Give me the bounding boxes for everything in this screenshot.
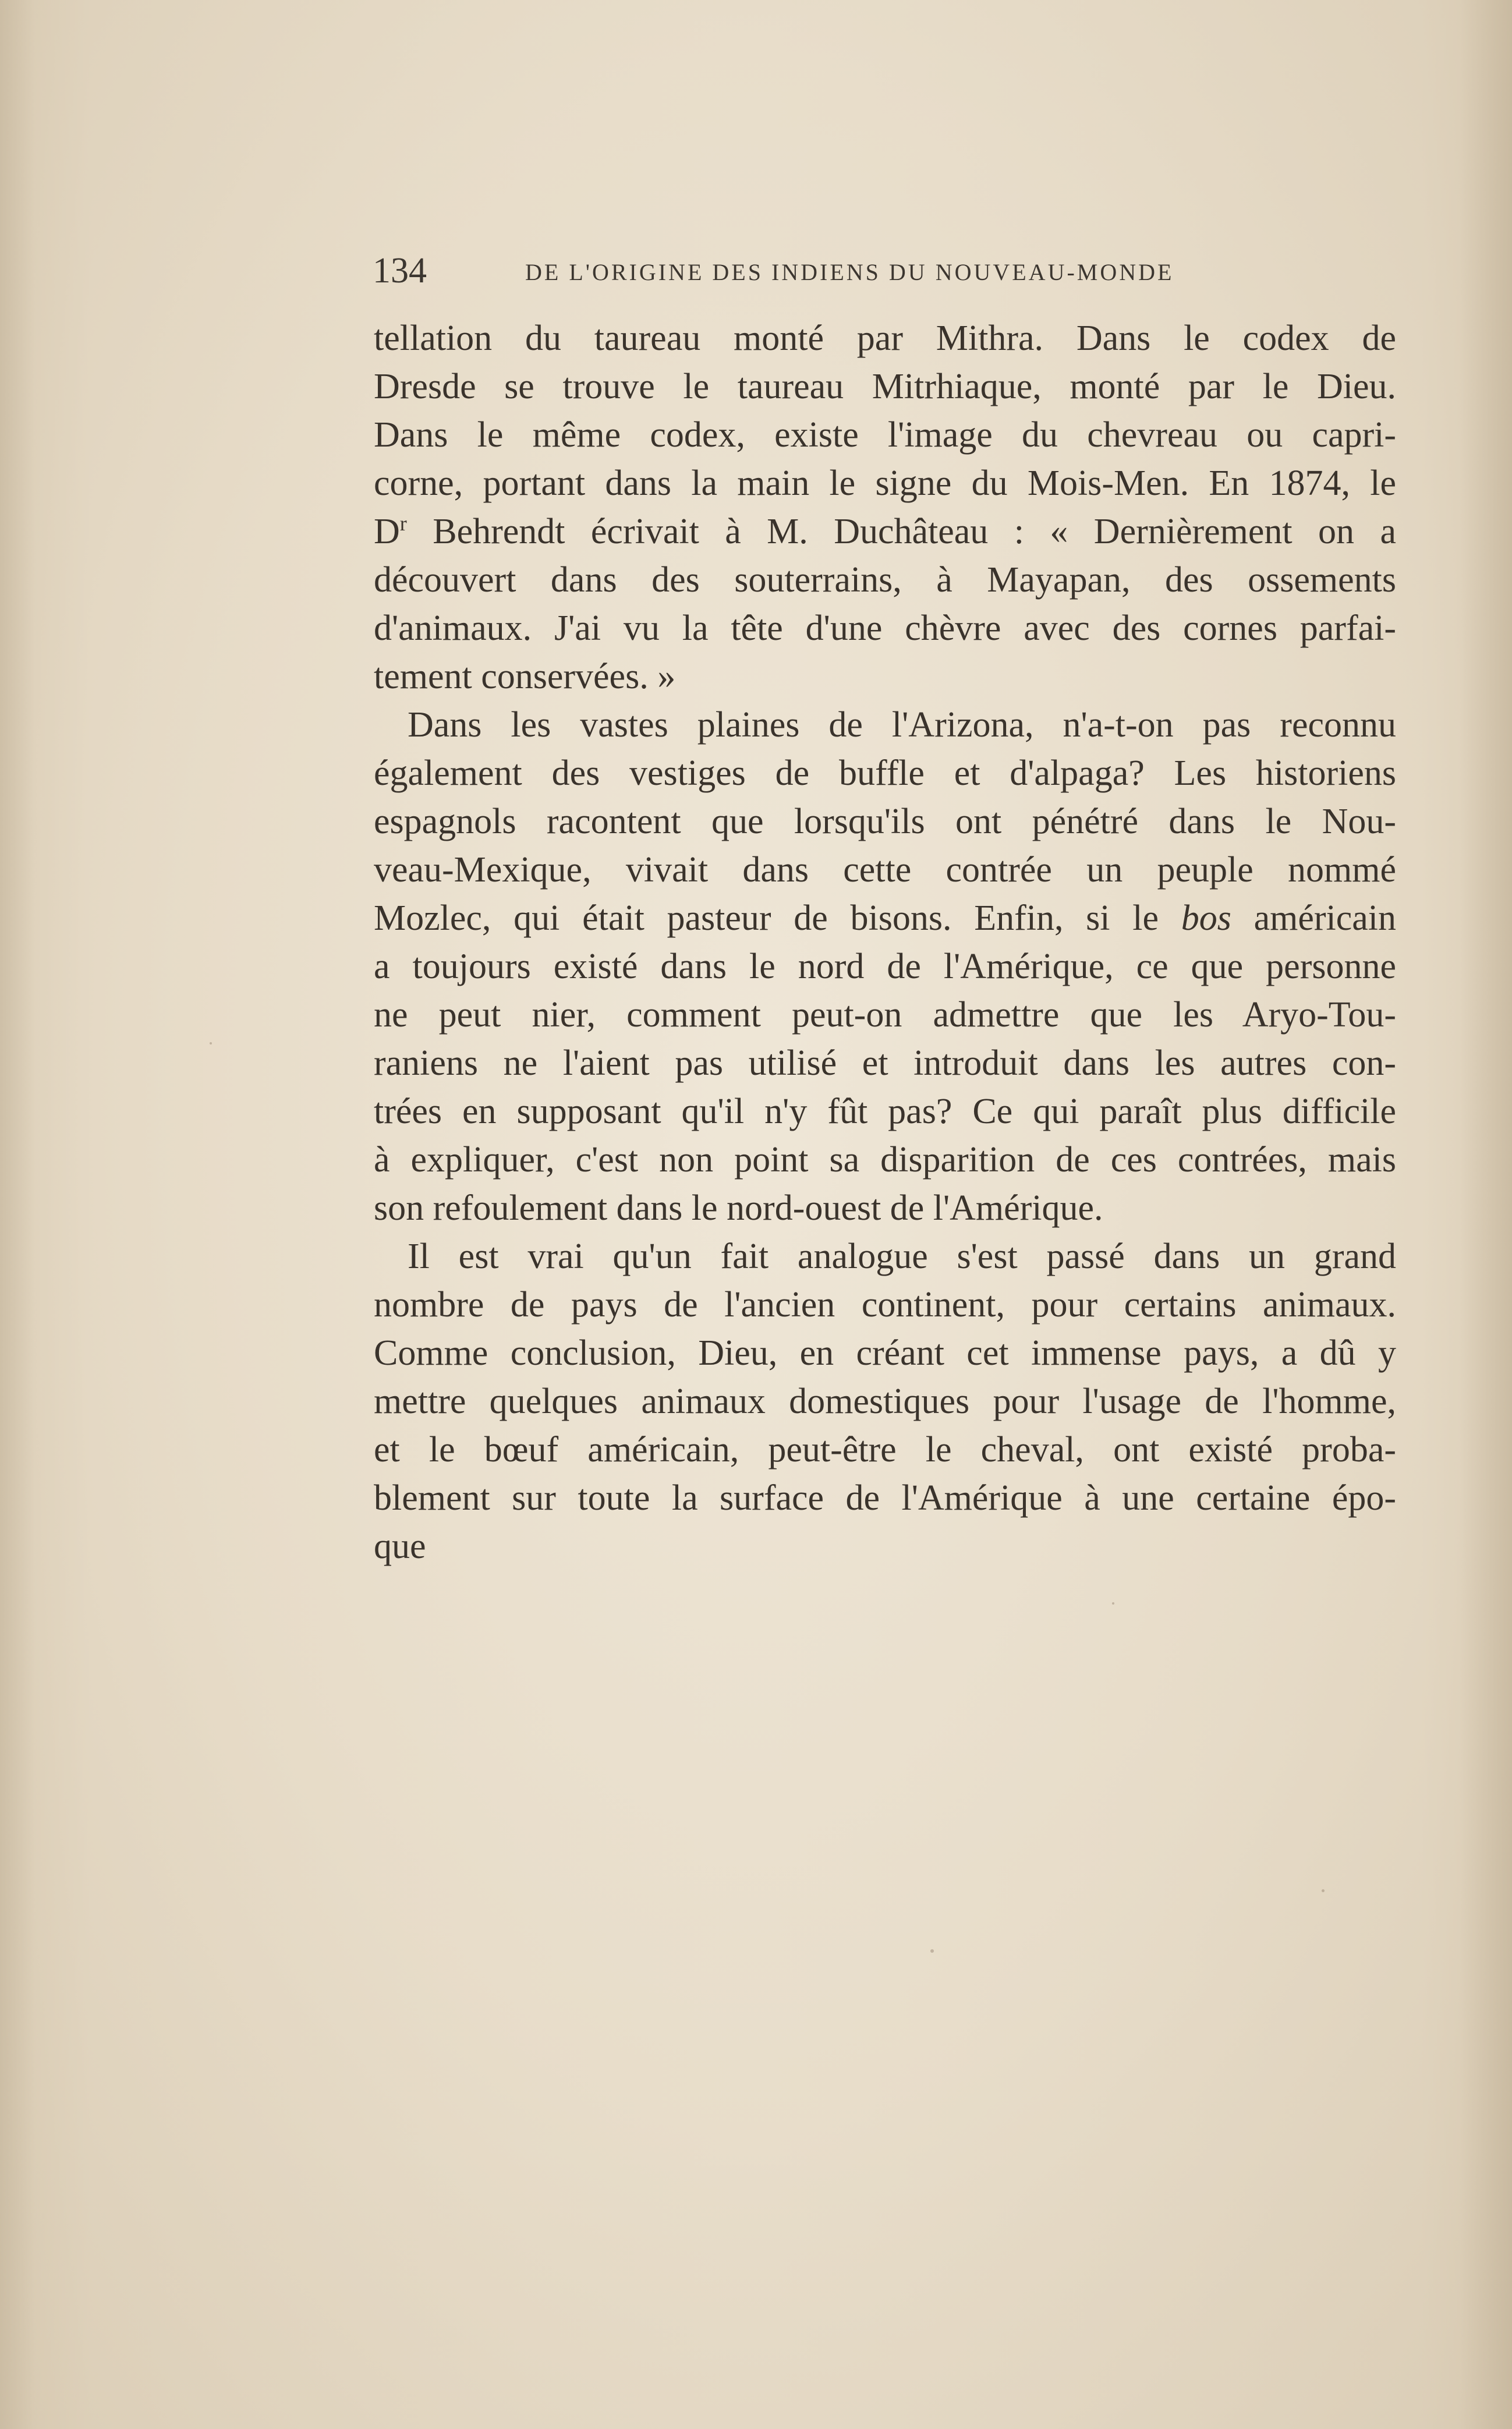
text-line-start: Mozlec, qui était pasteur de bisons. Enfin, si le xyxy=(374,898,1159,938)
text-line: que xyxy=(374,1527,426,1566)
text-line-with-italic xyxy=(374,894,1396,943)
dr-superscript: r xyxy=(399,512,407,535)
text-line: à expliquer, c'est non point sa disparition de ces contrées, mais xyxy=(374,1140,1396,1180)
italic-word-bos: bos xyxy=(1181,898,1231,938)
paper-speck xyxy=(930,1949,934,1953)
text-line: corne, portant dans la main le signe du Mois-Men. En 1874, le xyxy=(374,463,1396,503)
dr-abbreviation: D xyxy=(374,512,400,551)
text-line: ne peut nier, comment peut-on admettre que les Aryo-Tou- xyxy=(374,995,1396,1035)
running-title: DE L'ORIGINE DES INDIENS DU NOUVEAU-MONDE xyxy=(525,259,1174,285)
page-number: 134 xyxy=(373,251,427,291)
text-line: Comme conclusion, Dieu, en créant cet immense pays, a dû y xyxy=(374,1333,1396,1373)
text-line: nombre de pays de l'ancien continent, pour certains animaux. xyxy=(374,1285,1396,1325)
text-line: blement sur toute la surface de l'Amérique à une certaine épo- xyxy=(374,1478,1396,1518)
paragraph-start-line: Il est vrai qu'un fait analogue s'est passé dans un grand xyxy=(408,1237,1396,1276)
paper-speck xyxy=(1322,1889,1325,1892)
text-line: Dans le même codex, existe l'image du chevreau ou capri- xyxy=(374,415,1396,455)
text-line: raniens ne l'aient pas utilisé et introduit dans les autres con- xyxy=(374,1043,1396,1083)
gutter-shading xyxy=(1460,0,1512,2429)
text-line-rest: Behrendt écrivait à M. Duchâteau : « Dernièrement on a xyxy=(433,512,1396,551)
paper-speck xyxy=(210,1042,212,1044)
text-line: mettre quelques animaux domestiques pour l'usage de l'homme, xyxy=(374,1382,1396,1421)
page-edge-shading xyxy=(0,0,35,2429)
text-line: espagnols racontent que lorsqu'ils ont pénétré dans le Nou- xyxy=(374,802,1396,841)
text-line: et le bœuf américain, peut-être le cheval, ont existé proba- xyxy=(374,1430,1396,1470)
text-line: Dresde se trouve le taureau Mitrhiaque, monté par le Dieu. xyxy=(374,367,1396,406)
paragraph-start-line: Dans les vastes plaines de l'Arizona, n'a-t-on pas reconnu xyxy=(408,705,1396,745)
text-line: tellation du taureau monté par Mithra. Dans le codex de xyxy=(374,318,1396,358)
text-line-with-abbrev xyxy=(374,508,1396,556)
text-line: a toujours existé dans le nord de l'Amérique, ce que personne xyxy=(374,947,1396,986)
text-line: découvert dans des souterrains, à Mayapan, des ossements xyxy=(374,560,1396,600)
text-line: tement conservées. » xyxy=(374,657,676,696)
text-line: veau-Mexique, vivait dans cette contrée un peuple nommé xyxy=(374,850,1396,890)
body-text xyxy=(374,314,1396,1571)
text-line-end: américain xyxy=(1253,898,1397,938)
paper-speck xyxy=(1112,1602,1114,1605)
text-line: également des vestiges de buffle et d'alpaga? Les historiens xyxy=(374,753,1396,793)
text-line: d'animaux. J'ai vu la tête d'une chèvre avec des cornes parfai- xyxy=(374,608,1396,648)
text-line: son refoulement dans le nord-ouest de l'Amérique. xyxy=(374,1188,1103,1228)
text-line: trées en supposant qu'il n'y fût pas? Ce qui paraît plus difficile xyxy=(374,1092,1396,1131)
running-header xyxy=(373,245,1246,291)
